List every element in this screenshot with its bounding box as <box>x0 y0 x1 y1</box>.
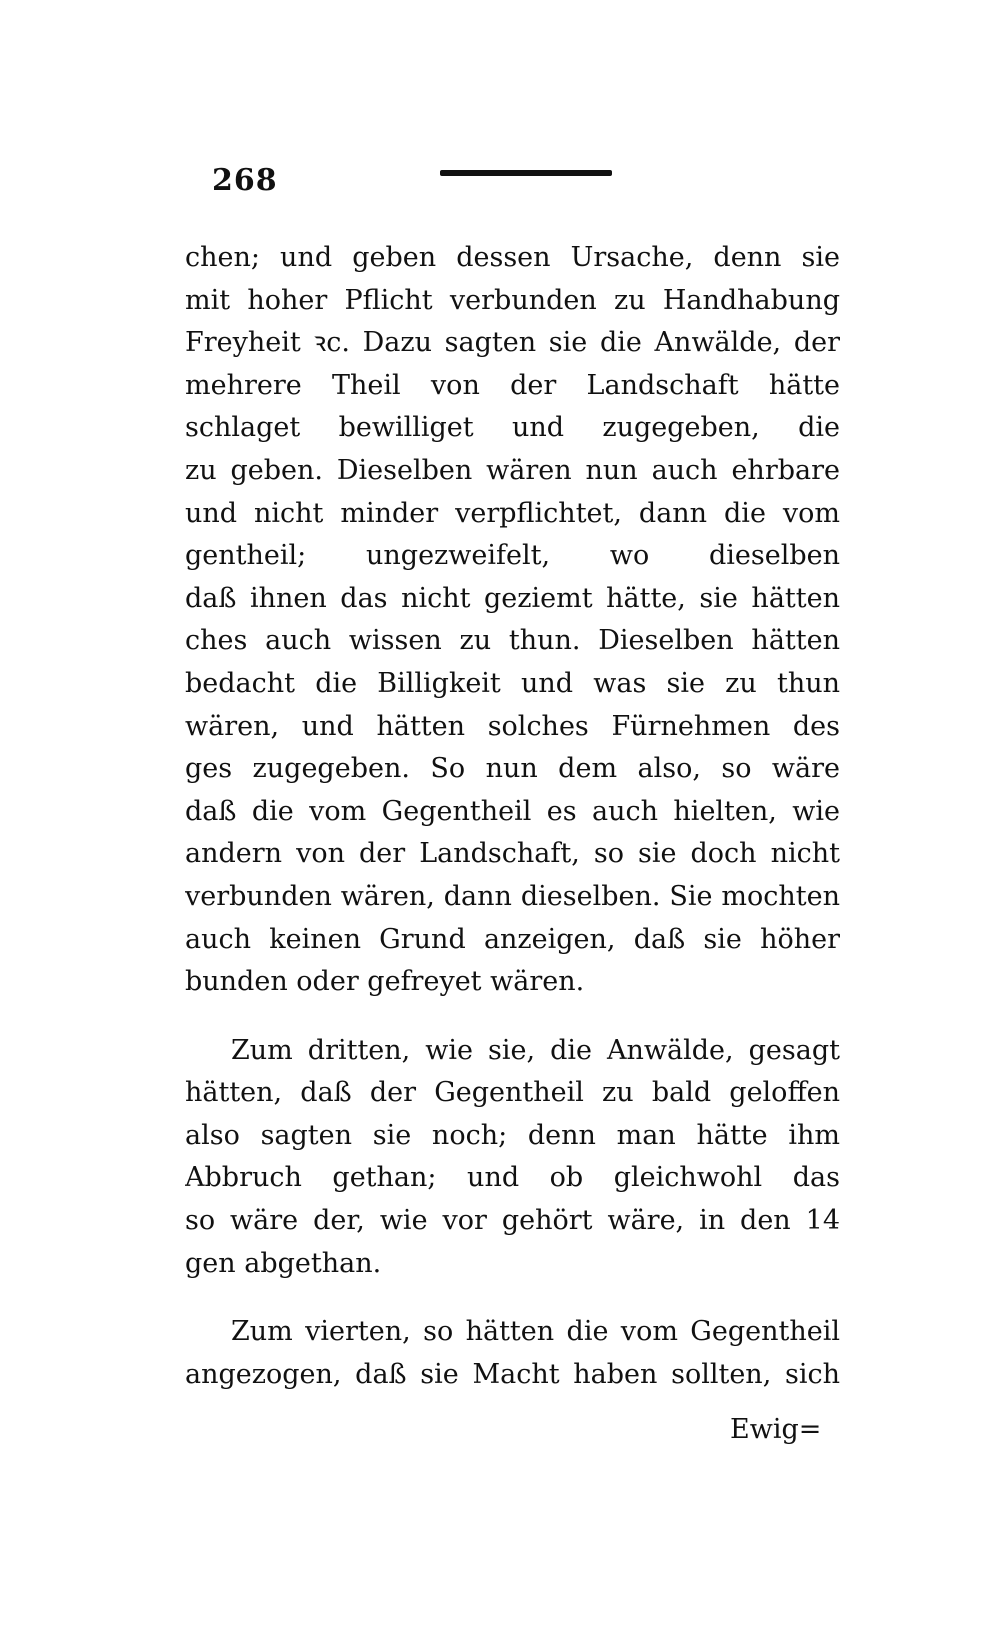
text-line: schlaget bewilliget und zugegeben, die <box>185 412 840 444</box>
text-line: daß die vom Gegentheil es auch hielten, wie <box>185 795 840 827</box>
text-line: wären, und hätten solches Fürnehmen des <box>185 710 840 742</box>
paragraph-1 <box>185 237 840 1004</box>
text-line: Freyheit ꝛc. Dazu sagten sie die Anwälde, der <box>185 327 840 359</box>
catchword: Ewig= <box>730 1414 822 1445</box>
text-line: ches auch wissen zu thun. Dieselben hätten <box>185 625 840 657</box>
text-line: angezogen, daß sie Macht haben sollten, sich <box>185 1358 840 1390</box>
text-line: bunden oder gefreyet wären. <box>185 966 585 998</box>
text-line: Zum vierten, so hätten die vom Gegentheil <box>231 1316 840 1348</box>
text-line: andern von der Landschaft, so sie doch nicht <box>185 838 840 870</box>
text-line: chen; und geben dessen Ursache, denn sie <box>185 242 840 273</box>
header-rule <box>440 170 612 176</box>
text-line: zu geben. Dieselben wären nun auch ehrbare <box>185 454 840 486</box>
text-line: so wäre der, wie vor gehört wäre, in den 14 <box>185 1205 840 1237</box>
paragraph-3 <box>185 1311 840 1396</box>
body-text <box>185 237 840 1396</box>
text-line: gen abgethan. <box>185 1247 382 1279</box>
paragraph-gap <box>185 1285 840 1311</box>
text-line: verbunden wären, dann dieselben. Sie mochten <box>185 880 840 912</box>
page-number: 268 <box>212 163 278 198</box>
text-line: mit hoher Pflicht verbunden zu Handhabung <box>185 284 840 316</box>
text-line: auch keinen Grund anzeigen, daß sie höher <box>185 923 840 955</box>
text-line: daß ihnen das nicht geziemt hätte, sie hätten <box>185 582 840 614</box>
text-line: ges zugegeben. So nun dem also, so wäre <box>185 753 840 785</box>
text-line: gentheil; ungezweifelt, wo dieselben <box>185 540 840 572</box>
text-line: und nicht minder verpflichtet, dann die vom <box>185 497 840 529</box>
paragraph-2 <box>185 1030 840 1286</box>
paragraph-gap <box>185 1004 840 1030</box>
text-line: also sagten sie noch; denn man hätte ihm <box>185 1119 840 1151</box>
text-line: bedacht die Billigkeit und was sie zu thun <box>185 667 840 699</box>
text-line: Abbruch gethan; und ob gleichwohl das <box>185 1162 840 1194</box>
text-line: mehrere Theil von der Landschaft hätte <box>185 369 840 401</box>
text-line: Zum dritten, wie sie, die Anwälde, gesagt <box>231 1034 840 1066</box>
text-line: hätten, daß der Gegentheil zu bald geloffen <box>185 1077 840 1109</box>
